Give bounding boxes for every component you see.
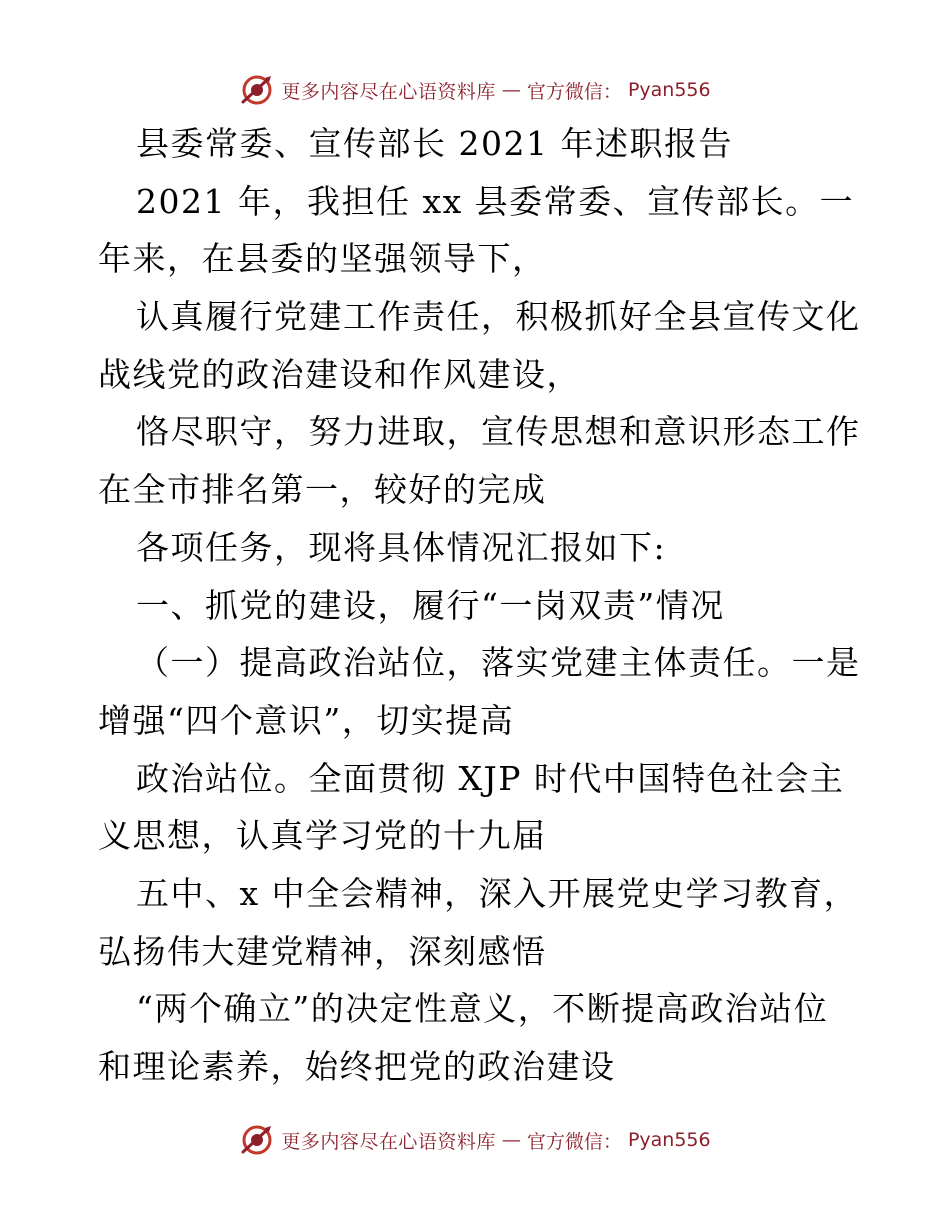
paragraph-line: 五中、x 中全会精神，深入开展党史学习教育， xyxy=(136,873,859,913)
paragraph-line: 在全市排名第一，较好的完成 xyxy=(98,470,547,510)
paragraph-line: 战线党的政治建设和作风建设， xyxy=(98,354,581,394)
paragraph-line: “两个确立”的决定性意义，不断提高政治站位 xyxy=(136,989,829,1029)
paragraph-line: 政治站位。全面贯彻 XJP 时代中国特色社会主 xyxy=(136,758,845,798)
paragraph-line: 增强“四个意识”，切实提高 xyxy=(98,700,515,740)
banner-text: 更多内容尽在心语资料库 xyxy=(281,1130,496,1153)
logo-icon xyxy=(239,72,275,108)
banner-separator: — xyxy=(501,1129,521,1151)
paragraph-line: 各项任务，现将具体情况汇报如下: xyxy=(136,527,667,567)
document-body xyxy=(98,115,861,1096)
paragraph-line: 2021 年，我担任 xx 县委常委、宣传部长。一 xyxy=(136,181,855,221)
paragraph-line: 一、抓党的建设，履行“一岗双责”情况 xyxy=(136,585,725,625)
banner-wechat-label: 官方微信： xyxy=(526,1130,622,1153)
paragraph-line: 年来，在县委的坚强领导下， xyxy=(98,239,547,279)
paragraph-line: 和理论素养，始终把党的政治建设 xyxy=(98,1047,616,1086)
paragraph-line: （一）提高政治站位，落实党建主体责任。一是 xyxy=(136,643,861,683)
paragraph-line: 义思想，认真学习党的十九届 xyxy=(98,816,547,856)
document-lines xyxy=(98,173,861,1096)
footer-banner xyxy=(0,1120,950,1160)
document-title: 县委常委、宣传部长 2021 年述职报告 xyxy=(136,124,733,163)
paragraph-line: 认真履行党建工作责任，积极抓好全县宣传文化 xyxy=(136,297,861,337)
banner-text: 更多内容尽在心语资料库 xyxy=(281,80,496,103)
header-banner xyxy=(0,70,950,110)
logo-icon xyxy=(239,1122,275,1158)
banner-wechat-id: Pyan556 xyxy=(627,79,711,101)
paragraph-line: 恪尽职守，努力进取，宣传思想和意识形态工作 xyxy=(136,412,861,452)
banner-separator: — xyxy=(501,79,521,101)
banner-wechat-label: 官方微信： xyxy=(526,80,622,103)
paragraph-line: 弘扬伟大建党精神，深刻感悟 xyxy=(98,931,547,971)
banner-wechat-id: Pyan556 xyxy=(627,1129,711,1151)
